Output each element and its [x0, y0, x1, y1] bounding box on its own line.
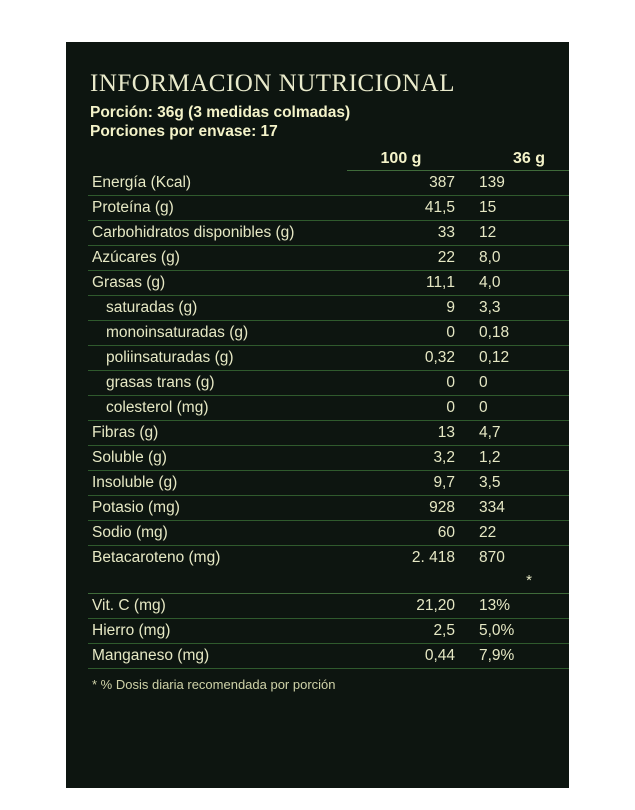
- star-row-spacer-2: [347, 570, 471, 594]
- table-row: [88, 496, 569, 521]
- row-label: poliinsaturadas (g): [88, 346, 347, 371]
- row-value-100g: 2. 418: [411, 549, 455, 566]
- row-value-100g: 21,20: [347, 594, 471, 619]
- row-value-portion: 0,12: [471, 346, 569, 371]
- page-title: INFORMACION NUTRICIONAL: [90, 70, 455, 97]
- row-label: Insoluble (g): [88, 471, 347, 496]
- row-label: Manganeso (mg): [88, 644, 347, 669]
- table-row: [88, 594, 569, 619]
- table-row: [88, 421, 569, 446]
- table-row: [88, 471, 569, 496]
- table-row: [88, 546, 569, 571]
- row-label: Soluble (g): [88, 446, 347, 471]
- row-label: Energía (Kcal): [88, 171, 347, 196]
- row-value-100g: 2,5: [347, 619, 471, 644]
- row-label: Carbohidratos disponibles (g): [88, 221, 347, 246]
- row-value-portion: 870: [479, 549, 505, 566]
- row-value-portion: 4,0: [471, 271, 569, 296]
- row-value-portion: 12: [471, 221, 569, 246]
- table-row: [88, 321, 569, 346]
- servings-line: Porciones por envase: 17: [90, 123, 278, 140]
- table-row: [88, 521, 569, 546]
- header-nutrient: [88, 147, 347, 171]
- row-value-100g: 3,2: [347, 446, 471, 471]
- row-value-100g: 9: [347, 296, 471, 321]
- row-label: Grasas (g): [88, 271, 347, 296]
- table-row: [88, 396, 569, 421]
- row-value-portion: 139: [471, 171, 569, 196]
- row-label: Fibras (g): [88, 421, 347, 446]
- row-label: colesterol (mg): [88, 396, 347, 421]
- table-row: [88, 619, 569, 644]
- row-value-100g: 22: [347, 246, 471, 271]
- table-row: [88, 446, 569, 471]
- row-value-100g: 0: [347, 371, 471, 396]
- table-row: [88, 246, 569, 271]
- row-label: Azúcares (g): [88, 246, 347, 271]
- row-label: monoinsaturadas (g): [88, 321, 347, 346]
- table-row: [88, 346, 569, 371]
- row-value-100g: 0: [347, 396, 471, 421]
- table-row: [88, 371, 569, 396]
- row-value-portion: 13%: [471, 594, 569, 619]
- row-value-portion: 5,0%: [471, 619, 569, 644]
- row-label: Sodio (mg): [88, 521, 347, 546]
- row-value-portion: 334: [471, 496, 569, 521]
- row-value-100g: 9,7: [347, 471, 471, 496]
- header-per-portion: 36 g: [471, 147, 569, 171]
- row-value-portion: 4,7: [471, 421, 569, 446]
- row-value-portion: 1,2: [471, 446, 569, 471]
- row-label: Betacaroteno (mg): [92, 549, 221, 566]
- table-row: [88, 196, 569, 221]
- row-value-100g: 0,44: [347, 644, 471, 669]
- star-marker-row: [88, 570, 569, 594]
- row-label: grasas trans (g): [88, 371, 347, 396]
- footnote: * % Dosis diaria recomendada por porción: [92, 677, 336, 692]
- row-value-portion: 0: [471, 371, 569, 396]
- row-value-100g: 387: [347, 171, 471, 196]
- row-value-100g: 60: [347, 521, 471, 546]
- portion-line: Porción: 36g (3 medidas colmadas): [90, 104, 351, 121]
- row-value-portion: 0,18: [471, 321, 569, 346]
- row-label: saturadas (g): [88, 296, 347, 321]
- table-row: [88, 271, 569, 296]
- row-label: Vit. C (mg): [88, 594, 347, 619]
- nutrition-facts-panel: [66, 42, 569, 788]
- table-header-row: [88, 147, 569, 171]
- row-value-100g: 928: [347, 496, 471, 521]
- table-row: [88, 171, 569, 196]
- table-row: [88, 296, 569, 321]
- row-value-100g: 0: [347, 321, 471, 346]
- row-value-portion: 3,5: [471, 471, 569, 496]
- row-value-portion: 22: [471, 521, 569, 546]
- row-value-portion: 7,9%: [471, 644, 569, 669]
- row-label: Hierro (mg): [88, 619, 347, 644]
- row-value-portion: 8,0: [471, 246, 569, 271]
- row-value-portion: 0: [471, 396, 569, 421]
- star-marker: *: [471, 570, 569, 594]
- star-row-spacer: [88, 570, 347, 594]
- header-per-100g: 100 g: [347, 147, 471, 171]
- nutrition-table: [88, 147, 569, 669]
- row-label: Proteína (g): [88, 196, 347, 221]
- row-value-100g: 11,1: [347, 271, 471, 296]
- nutrition-table-body: [88, 147, 569, 669]
- row-label: Potasio (mg): [88, 496, 347, 521]
- row-value-portion: 3,3: [471, 296, 569, 321]
- row-value-100g: 33: [347, 221, 471, 246]
- table-row: [88, 221, 569, 246]
- table-row: [88, 644, 569, 669]
- row-value-100g: 0,32: [347, 346, 471, 371]
- row-value-portion: 15: [471, 196, 569, 221]
- row-value-100g: 13: [347, 421, 471, 446]
- row-value-100g: 41,5: [347, 196, 471, 221]
